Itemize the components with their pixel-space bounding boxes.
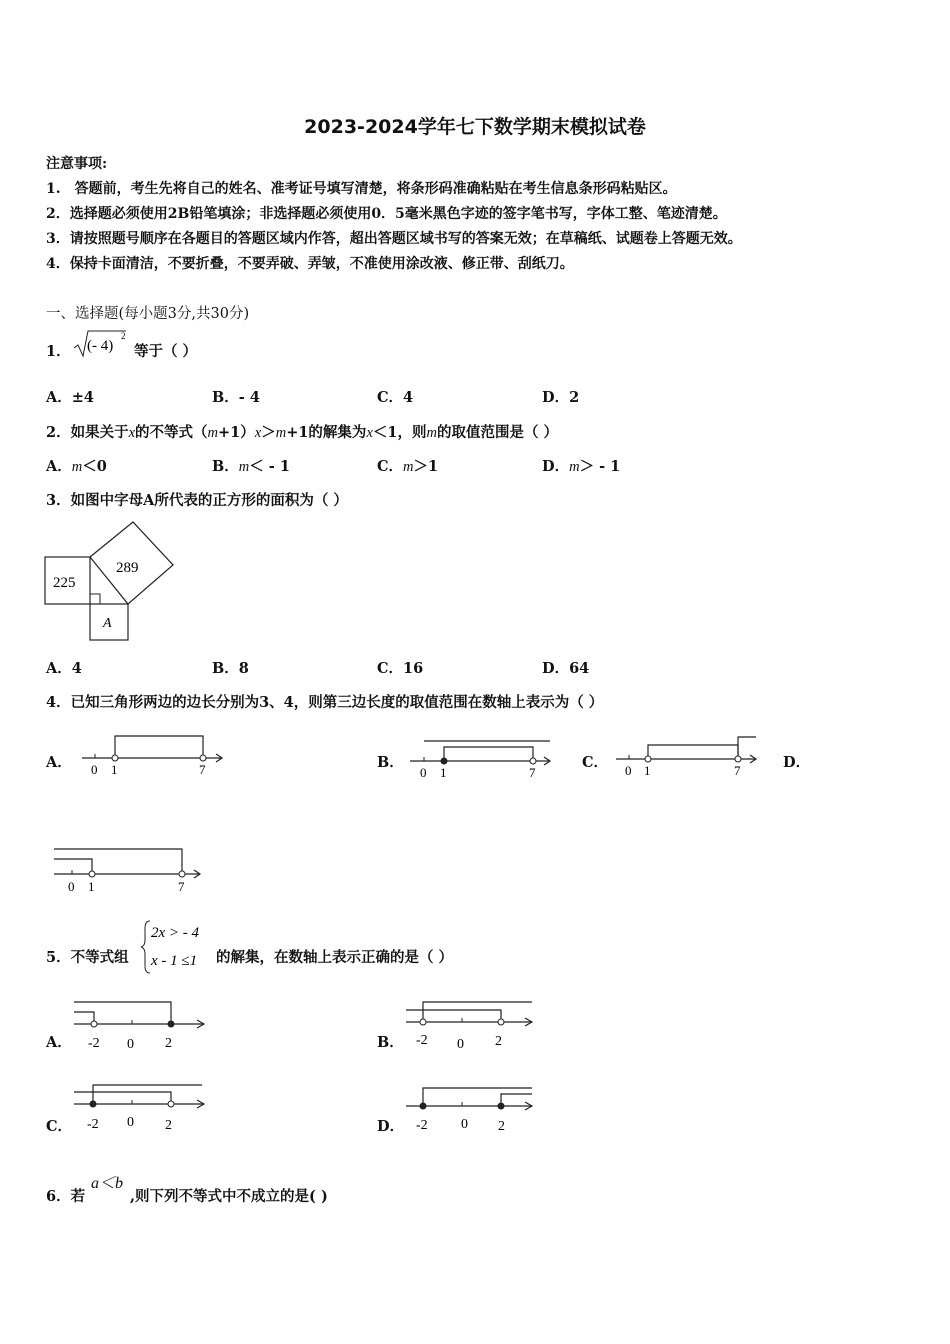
q2-text-5: +1的解集为 [286, 424, 367, 441]
system-line-1: 2x > - 4 [151, 925, 200, 941]
q2-option-b[interactable] [212, 455, 290, 476]
left-ray [74, 1092, 171, 1104]
solution-bracket [444, 747, 533, 761]
q1-radical [72, 328, 132, 360]
upper-ray [54, 849, 182, 874]
label-225: 225 [53, 575, 76, 591]
tick-label-neg2: -2 [416, 1033, 428, 1048]
q4-numberline-c [614, 731, 764, 781]
q1-number: 1． [46, 343, 71, 360]
open-point-7 [179, 871, 185, 877]
tick-label-1: 1 [88, 879, 95, 894]
tick-label-1: 1 [440, 765, 447, 780]
q5-option-a[interactable]: A． [46, 1034, 72, 1051]
tick-label-neg2: -2 [87, 1117, 99, 1132]
q2-text-7: 的取值范围是（ ） [436, 424, 559, 441]
tick-label-0: 0 [127, 1115, 134, 1130]
q1-option-d[interactable]: D．2 [542, 389, 580, 406]
q1-option-c[interactable]: C．4 [377, 389, 414, 406]
open-point-1 [645, 756, 651, 762]
option-rest: ＜0 [82, 458, 107, 475]
q5-text-post: 的解集，在数轴上表示正确的是（ ） [216, 949, 454, 966]
option-var: m [71, 459, 83, 475]
q4-option-c[interactable]: C． [582, 754, 609, 771]
tick-label-2: 2 [165, 1036, 172, 1051]
option-var: m [238, 459, 250, 475]
q6-text-post: ,则下列不等式中不成立的是( ) [130, 1188, 328, 1205]
option-label: B． [212, 458, 239, 475]
tick-label-7: 7 [199, 762, 206, 777]
q3-option-d[interactable]: D．64 [542, 660, 590, 677]
tick-label-2: 2 [165, 1118, 172, 1133]
option-var: m [569, 459, 580, 475]
q2-var-m: m [275, 425, 287, 441]
notice-item-2: 2．选择题必须使用2B铅笔填涂；非选择题必须使用0．5毫米黑色字迹的签字笔书写，字体工整、笔迹清楚。 [46, 206, 727, 222]
q4-option-a[interactable]: A． [46, 754, 72, 771]
tick-label-0: 0 [625, 763, 632, 778]
left-bracket [648, 745, 738, 759]
left-ray [54, 859, 92, 874]
notice-item-4: 4．保持卡面清洁，不要折叠，不要弄破、弄皱，不准使用涂改液、修正带、刮纸刀。 [46, 256, 574, 272]
closed-point-neg2 [420, 1103, 426, 1109]
tick-label-0: 0 [68, 879, 75, 894]
q1-text: 等于（ ） [134, 343, 198, 360]
tick-label-0: 0 [127, 1037, 134, 1052]
q2-text-1: 2．如果关于 [46, 424, 129, 441]
q3-figure [40, 520, 180, 645]
tick-label-1: 1 [644, 763, 651, 778]
tick-label-7: 7 [178, 879, 185, 894]
q5-option-c[interactable]: C． [46, 1118, 73, 1135]
closed-point-2 [168, 1021, 174, 1027]
q2-text-3: +1） [218, 424, 255, 441]
label-a: A [103, 616, 112, 631]
tick-label-neg2: -2 [416, 1118, 428, 1133]
q6-text-pre: 6．若 [46, 1188, 86, 1205]
section-heading: 一、选择题(每小题3分,共30分) [46, 306, 250, 322]
open-point-2 [168, 1101, 174, 1107]
closed-point-neg2 [90, 1101, 96, 1107]
tick-label-7: 7 [734, 763, 741, 778]
open-point-1 [89, 871, 95, 877]
q5-numberline-a [72, 998, 212, 1056]
solution-bracket [115, 736, 203, 758]
tick-label-0: 0 [91, 762, 98, 777]
tick-label-0: 0 [457, 1037, 464, 1052]
q3-text: 3．如图中字母A所代表的正方形的面积为（ ） [46, 492, 348, 509]
q2-var-m: m [207, 425, 219, 441]
q5-numberline-d [404, 1082, 544, 1138]
open-point-neg2 [420, 1019, 426, 1025]
q2-var-x: x [128, 425, 136, 441]
q5-inequality-system [140, 918, 216, 976]
upper-ray [74, 1002, 171, 1024]
right-ray [423, 1002, 532, 1022]
q2-text-2: 的不等式（ [135, 424, 208, 441]
option-rest: ＜ - 1 [249, 458, 290, 475]
upper-ray [423, 1088, 532, 1106]
notice-heading: 注意事项: [46, 156, 108, 172]
tick-label-0: 0 [420, 765, 427, 780]
right-angle-mark [90, 594, 100, 604]
q5-numberline-b [404, 996, 544, 1054]
tick-label-2: 2 [498, 1119, 505, 1134]
option-rest: ＞ - 1 [579, 458, 621, 475]
q3-option-b[interactable]: B．8 [212, 660, 249, 677]
q5-text-pre: 5．不等式组 [46, 949, 129, 966]
option-var: m [403, 459, 414, 475]
right-ray [501, 1094, 532, 1106]
system-brace [141, 921, 150, 973]
tick-label-neg2: -2 [88, 1036, 100, 1051]
q3-option-a[interactable]: A．4 [46, 660, 82, 677]
q3-option-c[interactable]: C．16 [377, 660, 424, 677]
q4-option-b[interactable]: B． [377, 754, 404, 771]
q2-var-m: m [426, 425, 437, 441]
q4-option-d[interactable]: D． [783, 754, 811, 771]
q4-numberline-d [52, 845, 212, 897]
option-label: D． [542, 458, 570, 475]
q2-question [46, 421, 558, 442]
open-point-neg2 [91, 1021, 97, 1027]
closed-point-1 [441, 758, 447, 764]
option-label: C． [377, 458, 404, 475]
tick-label-2: 2 [495, 1034, 502, 1049]
notice-item-3: 3．请按照题号顺序在各题目的答题区域内作答，超出答题区域书写的答案无效；在草稿纸、试题卷上答题无效。 [46, 231, 742, 247]
q6-condition: a＜b [91, 1175, 124, 1192]
right-ray [93, 1085, 202, 1104]
q5-option-b[interactable]: B． [377, 1034, 404, 1051]
q2-option-a[interactable] [46, 455, 107, 476]
open-point-7 [735, 756, 741, 762]
q4-text: 4．已知三角形两边的边长分别为3、4，则第三边长度的取值范围在数轴上表示为（ ） [46, 694, 604, 711]
q4-numberline-b [408, 733, 558, 783]
q2-option-c[interactable] [377, 455, 438, 476]
q2-text-4: ＞ [261, 424, 276, 441]
q5-option-d[interactable]: D． [377, 1118, 405, 1135]
option-rest: ＞1 [413, 458, 439, 475]
q1-exponent: 2 [121, 331, 126, 341]
closed-point-2 [498, 1103, 504, 1109]
system-line-2: x - 1 ≤1 [151, 953, 198, 969]
open-point-7 [530, 758, 536, 764]
q5-numberline-c [72, 1082, 212, 1138]
option-label: A． [46, 458, 72, 475]
tick-label-1: 1 [111, 762, 118, 777]
page-title: 2023-2024学年七下数学期末模拟试卷 [304, 116, 646, 138]
q1-option-a[interactable]: A．±4 [46, 389, 94, 406]
notice-item-1: 1. 答题前，考生先将自己的姓名、准考证号填写清楚，将条形码准确粘贴在考生信息条形码粘贴区。 [46, 181, 677, 197]
right-ray [738, 737, 756, 759]
open-point-2 [498, 1019, 504, 1025]
q4-numberline-a [80, 730, 230, 780]
tick-label-7: 7 [529, 765, 536, 780]
q2-option-d[interactable] [542, 455, 620, 476]
open-point-1 [112, 755, 118, 761]
q2-text-6: ＜1，则 [372, 424, 427, 441]
label-289: 289 [116, 560, 139, 576]
q2-var-x: x [366, 425, 373, 441]
q1-radicand: (- 4) [87, 338, 114, 354]
q2-var-x: x [254, 425, 262, 441]
q1-option-b[interactable]: B．- 4 [212, 389, 260, 406]
tick-label-0: 0 [461, 1117, 468, 1132]
open-point-7 [200, 755, 206, 761]
